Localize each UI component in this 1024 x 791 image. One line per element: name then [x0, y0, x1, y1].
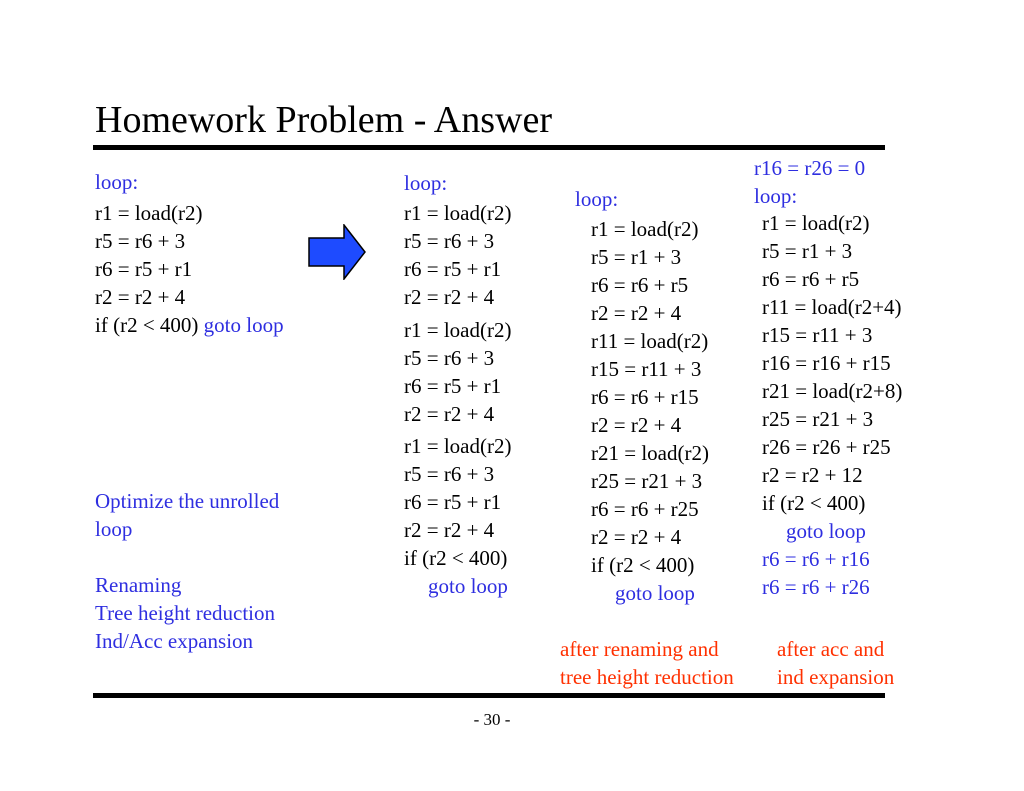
code-line: r5 = r6 + 3	[404, 346, 495, 370]
page-number: - 30 -	[473, 710, 511, 729]
loop-condition	[95, 313, 284, 337]
notes-heading: Optimize the unrolled	[95, 489, 280, 513]
loop-condition: if (r2 < 400)	[404, 546, 508, 570]
code-line: r2 = r2 + 4	[95, 285, 186, 309]
code-line: r1 = load(r2)	[591, 217, 699, 241]
goto-loop-text: goto loop	[428, 574, 508, 598]
code-line: r1 = load(r2)	[404, 318, 512, 342]
goto-loop-text: goto loop	[203, 313, 284, 337]
code-line: r2 = r2 + 4	[591, 413, 682, 437]
code-line: r5 = r6 + 3	[404, 229, 495, 253]
goto-loop-text: goto loop	[615, 581, 695, 605]
code-line: r26 = r26 + r25	[762, 435, 891, 459]
code-line: r2 = r2 + 4	[591, 301, 682, 325]
init-line: r16 = r26 = 0	[754, 156, 866, 180]
code-line: r16 = r16 + r15	[762, 351, 891, 375]
caption-line: after acc and	[777, 637, 885, 661]
accumulator-merge-line: r6 = r6 + r26	[762, 575, 870, 599]
right-arrow-icon	[308, 224, 366, 280]
note-item: Tree height reduction	[95, 601, 276, 625]
caption-line: tree height reduction	[560, 665, 734, 689]
caption-line: ind expansion	[777, 665, 895, 689]
code-line: r5 = r6 + 3	[404, 462, 495, 486]
loop-label: loop:	[575, 187, 619, 211]
bottom-divider	[93, 693, 885, 698]
code-line: r6 = r6 + r25	[591, 497, 699, 521]
code-line: r6 = r5 + r1	[404, 257, 502, 281]
top-divider	[93, 145, 885, 150]
accumulator-merge-line: r6 = r6 + r16	[762, 547, 870, 571]
code-line: r25 = r21 + 3	[591, 469, 703, 493]
code-line: r2 = r2 + 12	[762, 463, 863, 487]
loop-label: loop:	[404, 171, 448, 195]
code-line: r6 = r5 + r1	[404, 374, 502, 398]
code-line: r5 = r6 + 3	[95, 229, 186, 253]
code-line: r1 = load(r2)	[95, 201, 203, 225]
code-line: r15 = r11 + 3	[591, 357, 702, 381]
code-line: r1 = load(r2)	[404, 201, 512, 225]
code-line: r6 = r6 + r15	[591, 385, 699, 409]
notes-heading: loop	[95, 517, 133, 541]
code-line: r11 = load(r2+4)	[762, 295, 902, 319]
code-line: r21 = load(r2)	[591, 441, 709, 465]
code-line: r5 = r1 + 3	[762, 239, 853, 263]
code-line: r11 = load(r2)	[591, 329, 709, 353]
code-line: r6 = r6 + r5	[591, 273, 689, 297]
page-title: Homework Problem - Answer	[95, 99, 552, 141]
code-line: r5 = r1 + 3	[591, 245, 682, 269]
code-line: r2 = r2 + 4	[404, 518, 495, 542]
code-line: r6 = r6 + r5	[762, 267, 860, 291]
condition-text: if (r2 < 400)	[95, 313, 204, 337]
note-item: Ind/Acc expansion	[95, 629, 254, 653]
caption-line: after renaming and	[560, 637, 719, 661]
loop-condition: if (r2 < 400)	[762, 491, 866, 515]
code-line: r2 = r2 + 4	[404, 285, 495, 309]
code-line: r2 = r2 + 4	[404, 402, 495, 426]
code-line: r1 = load(r2)	[404, 434, 512, 458]
code-line: r2 = r2 + 4	[591, 525, 682, 549]
code-line: r25 = r21 + 3	[762, 407, 874, 431]
code-line: r6 = r5 + r1	[95, 257, 193, 281]
code-line: r21 = load(r2+8)	[762, 379, 903, 403]
loop-condition: if (r2 < 400)	[591, 553, 695, 577]
loop-label: loop:	[754, 184, 798, 208]
goto-loop-text: goto loop	[786, 519, 866, 543]
loop-label: loop:	[95, 170, 139, 194]
code-line: r1 = load(r2)	[762, 211, 870, 235]
code-line: r6 = r5 + r1	[404, 490, 502, 514]
note-item: Renaming	[95, 573, 182, 597]
code-line: r15 = r11 + 3	[762, 323, 873, 347]
